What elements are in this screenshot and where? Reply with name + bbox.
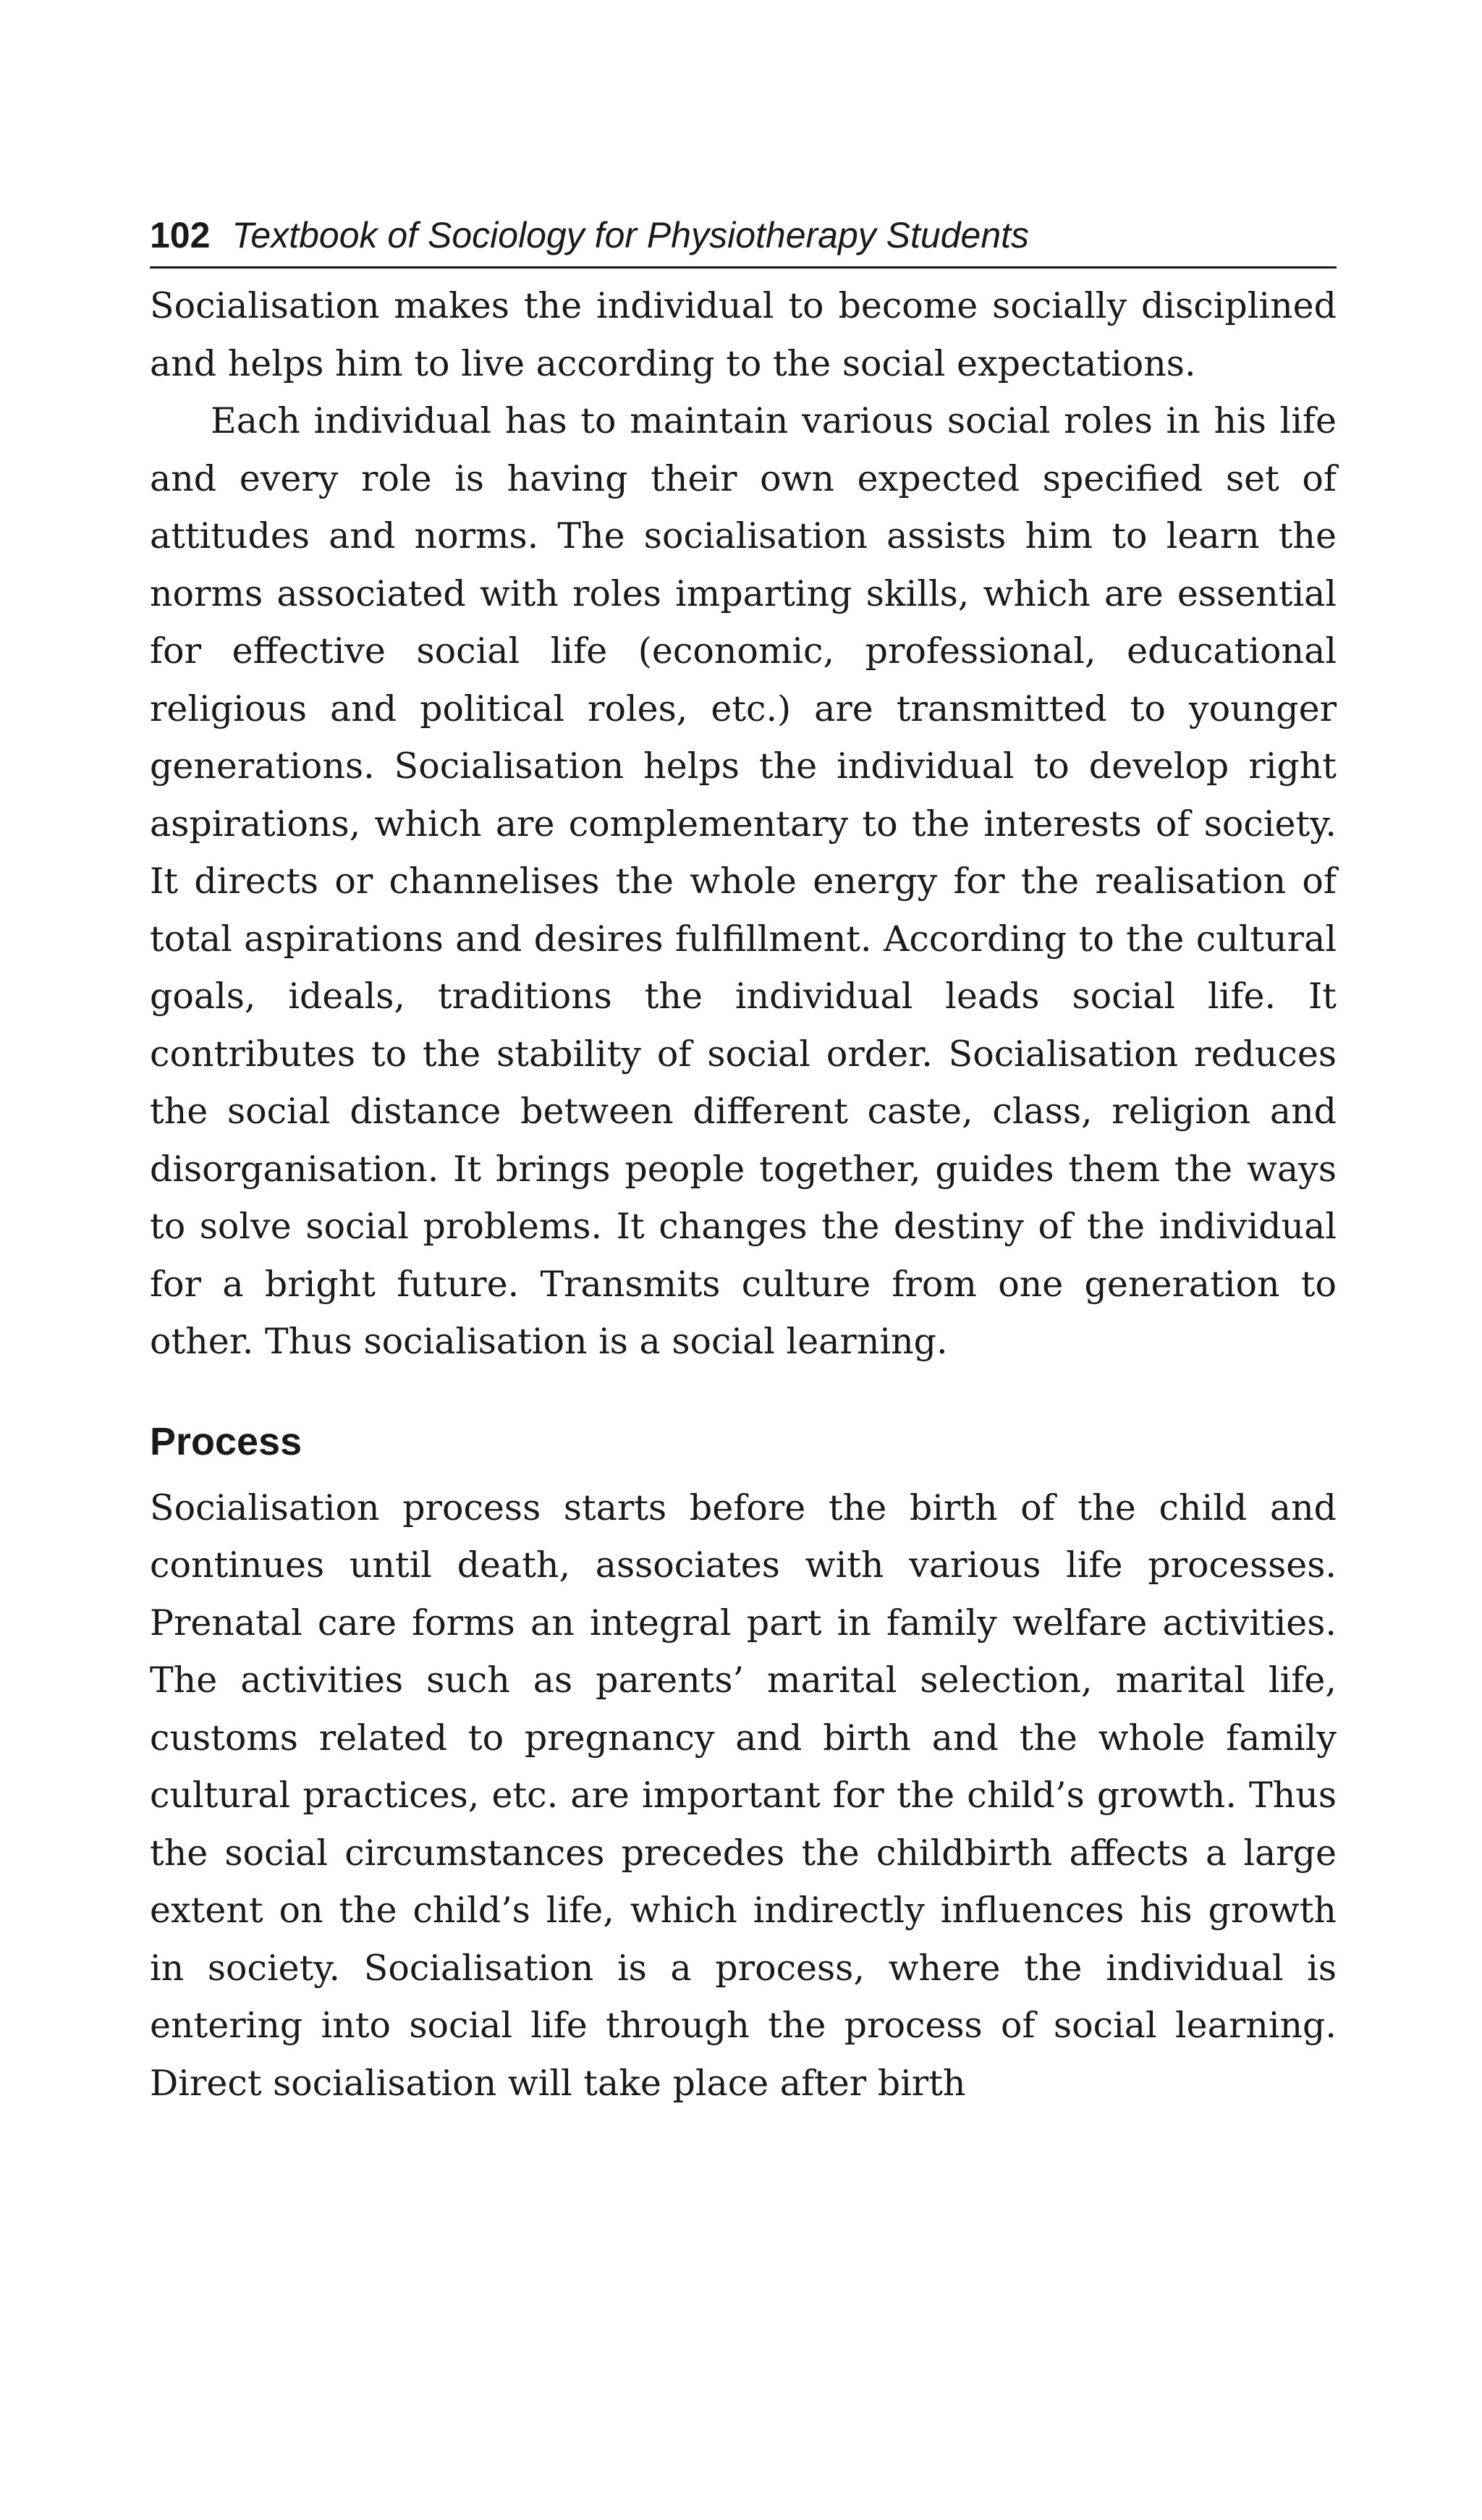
book-title: Textbook of Sociology for Physiotherapy Students <box>232 215 1030 255</box>
section-heading-process: Process <box>150 1419 302 1463</box>
paragraph-process: Socialisation process starts before the birth of the child and continues until death, associates with various life processes. Prenatal care forms an integral part in family welfare activities. The activities such as parents’ marital selection, marital life, customs related to pregnancy and birth and the whole family cultural practices, etc. are important for the child’s growth. Thus the social circumstances precedes the childbirth affects a large extent on the child’s life, which indirectly influences his growth in society. Socialisation is a process, where the individual is entering into social life through the process of social learning. Direct socialisation will take place after birth <box>150 1487 1337 2104</box>
page-number: 102 <box>150 215 211 255</box>
book-page <box>150 210 1337 2112</box>
paragraph-social-roles: Each individual has to maintain various social roles in his life and every role is having their own expected specified set of attitudes and norms. The socialisation assists him to learn the norms associated with roles imparting skills, which are essential for effective social life (economic, professional, educational religious and political roles, etc.) are transmitted to younger generations. Socialisation helps the individual to develop right aspirations, which are complementary to the interests of society. It directs or channelises the whole energy for the realisation of total aspirations and desires fulfillment. According to the cultural goals, ideals, traditions the individual leads social life. It contributes to the stability of social order. Socialisation reduces the social distance between different caste, class, religion and disorganisation. It brings people together, guides them the ways to solve social problems. It changes the destiny of the individual for a bright future. Transmits culture from one generation to other. Thus socialisation is a social learning. <box>150 400 1337 1362</box>
paragraph-socially-disciplined: Socialisation makes the individual to become socially disciplined and helps him to live according to the social expectations. <box>150 285 1337 384</box>
running-head <box>150 210 1337 269</box>
